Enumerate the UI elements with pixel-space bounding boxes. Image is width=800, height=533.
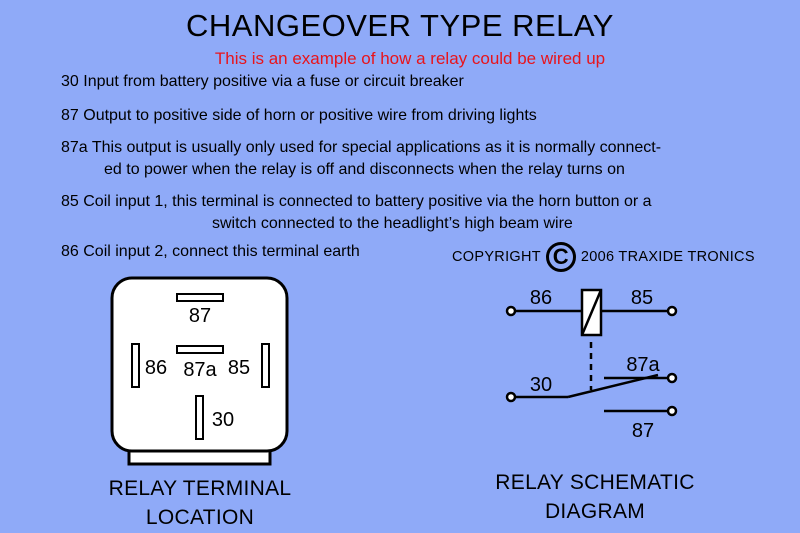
terminal-caption-line1: RELAY TERMINAL — [108, 477, 292, 500]
desc-terminal-30: 30 Input from battery positive via a fuse or circuit breaker — [61, 73, 464, 90]
desc-terminal-85-line2: switch connected to the headlight’s high beam wire — [212, 215, 573, 232]
terminal-87-node — [668, 407, 676, 415]
relay-terminal-diagram — [112, 278, 287, 464]
terminal-diagram-caption — [60, 474, 340, 532]
terminal-85-pin — [262, 344, 269, 387]
terminal-85-label: 85 — [227, 357, 251, 379]
schematic-label-87a: 87a — [626, 354, 660, 376]
schematic-caption-line1: RELAY SCHEMATIC — [495, 471, 695, 494]
terminal-87-label: 87 — [188, 305, 212, 327]
page-title: CHANGEOVER TYPE RELAY — [186, 8, 614, 43]
terminal-87-pin — [177, 294, 223, 301]
desc-terminal-86: 86 Coil input 2, connect this terminal earth — [61, 243, 360, 260]
copyright-suffix: 2006 TRAXIDE TRONICS — [580, 249, 755, 265]
terminal-caption-line2: LOCATION — [145, 506, 255, 529]
terminal-30-pin — [196, 396, 203, 439]
terminal-85-node — [668, 307, 676, 315]
terminal-86-node — [507, 307, 515, 315]
schematic-label-30: 30 — [529, 374, 553, 396]
desc-terminal-87a-line1: 87a This output is usually only used for special applications as it is normally connect- — [61, 139, 662, 156]
schematic-caption-line2: DIAGRAM — [544, 500, 646, 523]
terminal-87a-node — [668, 374, 676, 382]
desc-terminal-87: 87 Output to positive side of horn or positive wire from driving lights — [61, 107, 537, 124]
copyright-prefix: COPYRIGHT — [452, 249, 541, 265]
schematic-label-87: 87 — [631, 420, 655, 442]
copyright-icon: C — [546, 242, 576, 272]
page-subtitle: This is an example of how a relay could be wired up — [214, 49, 606, 68]
terminal-86-label: 86 — [144, 357, 168, 379]
desc-terminal-87a-line2: ed to power when the relay is off and disconnects when the relay turns on — [104, 161, 625, 178]
schematic-label-85: 85 — [630, 287, 654, 309]
desc-terminal-85-line1: 85 Coil input 1, this terminal is connected to battery positive via the horn button or a — [61, 193, 652, 210]
terminal-87a-label: 87a — [183, 359, 217, 381]
schematic-label-86: 86 — [529, 287, 553, 309]
terminal-87a-pin — [177, 346, 223, 353]
terminal-30-label: 30 — [211, 409, 235, 431]
terminal-86-pin — [132, 344, 139, 387]
terminal-30-node — [507, 393, 515, 401]
schematic-caption — [460, 468, 730, 526]
